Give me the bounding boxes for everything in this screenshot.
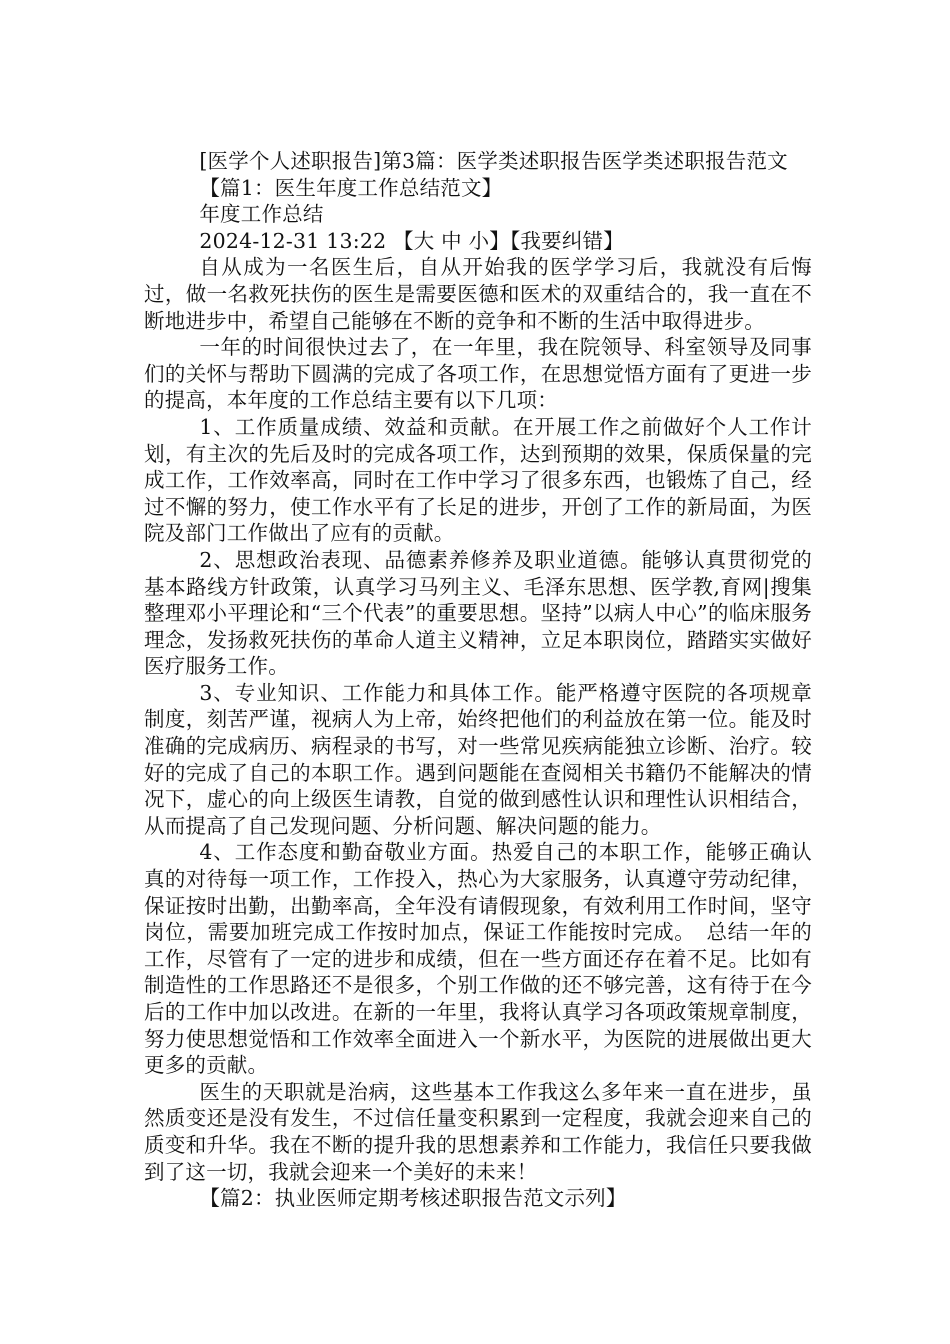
paragraph-year-summary: 一年的时间很快过去了，在一年里，我在院领导、科室领导及同事们的关怀与帮助下圆满的完成了各项工作，在思想觉悟方面有了更进一步的提高，本年度的工作总结主要有以下几项： [144,335,812,413]
paragraph-item-2: 2、思想政治表现、品德素养修养及职业道德。能够认真贯彻党的基本路线方针政策，认真学习马列主义、毛泽东思想、医学教,育网|搜集整理邓小平理论和“三个代表”的重要思想。坚持”以病人中心”的临床服务理念，发扬救死扶伤的革命人道主义精神，立足本职岗位，踏踏实实做好医疗服务工作。 [144,547,812,679]
paragraph-closing: 医生的天职就是治病，这些基本工作我这么多年来一直在进步，虽然质变还是没有发生，不过信任量变积累到一定程度，我就会迎来自己的质变和升华。我在不断的提升我的思想素养和工作能力，我信任只要我做到了这一切，我就会迎来一个美好的未来！ [144,1079,812,1184]
document-subtitle: 年度工作总结 [199,202,324,227]
paragraph-item-4: 4、工作态度和勤奋敬业方面。热爱自己的本职工作，能够正确认真的对待每一项工作，工作投入，热心为大家服务，认真遵守劳动纪律，保证按时出勤，出勤率高，全年没有请假现象，有效利用工作时间，坚守岗位，需要加班完成工作按时加点，保证工作能按时完成。 总结一年的工作，尽管有了一定的进步和成绩，但在一些方面还存在着不足。比如有制造性的工作思路还不是很多，个别工作做的还不够完善，这有待于在今后的工作中加以改进。在新的一年里，我将认真学习各项政策规章制度，努力使思想觉悟和工作效率全面进入一个新水平，为医院的进展做出更大更多的贡献。 [144,840,812,1078]
paragraph-item-3: 3、专业知识、工作能力和具体工作。能严格遵守医院的各项规章制度，刻苦严谨，视病人为上帝，始终把他们的利益放在第一位。能及时准确的完成病历、病程录的书写，对一些常见疾病能独立诊断、治疗。较好的完成了自己的本职工作。遇到问题能在查阅相关书籍仍不能解决的情况下，虚心的向上级医生请教，自觉的做到感性认识和理性认识相结合，从而提高了自己发现问题、分析问题、解决问题的能力。 [144,680,812,838]
document-title: [医学个人述职报告]第3篇：医学类述职报告医学类述职报告范文 [199,149,788,173]
section-2-heading: 【篇2：执业医师定期考核述职报告范文示列】 [199,1186,627,1211]
section-1-heading: 【篇1：医生年度工作总结范文】 [199,175,503,200]
paragraph-item-1: 1、工作质量成绩、效益和贡献。在开展工作之前做好个人工作计划，有主次的先后及时的完成各项工作，达到预期的效果，保质保量的完成工作，工作效率高，同时在工作中学习了很多东西，也锻炼了自己，经过不懈的努力，使工作水平有了长足的进步，开创了工作的新局面，为医院及部门工作做出了应有的贡献。 [144,414,812,546]
paragraph-intro: 自从成为一名医生后，自从开始我的医学学习后，我就没有后悔过，做一名救死扶伤的医生是需要医德和医术的双重结合的，我一直在不断地进步中，希望自己能够在不断的竞争和不断的生活中取得进步。 [144,255,812,333]
document-body [144,148,812,1212]
meta-line: 2024-12-31 13:22 【大 中 小】【我要纠错】 [199,228,624,253]
